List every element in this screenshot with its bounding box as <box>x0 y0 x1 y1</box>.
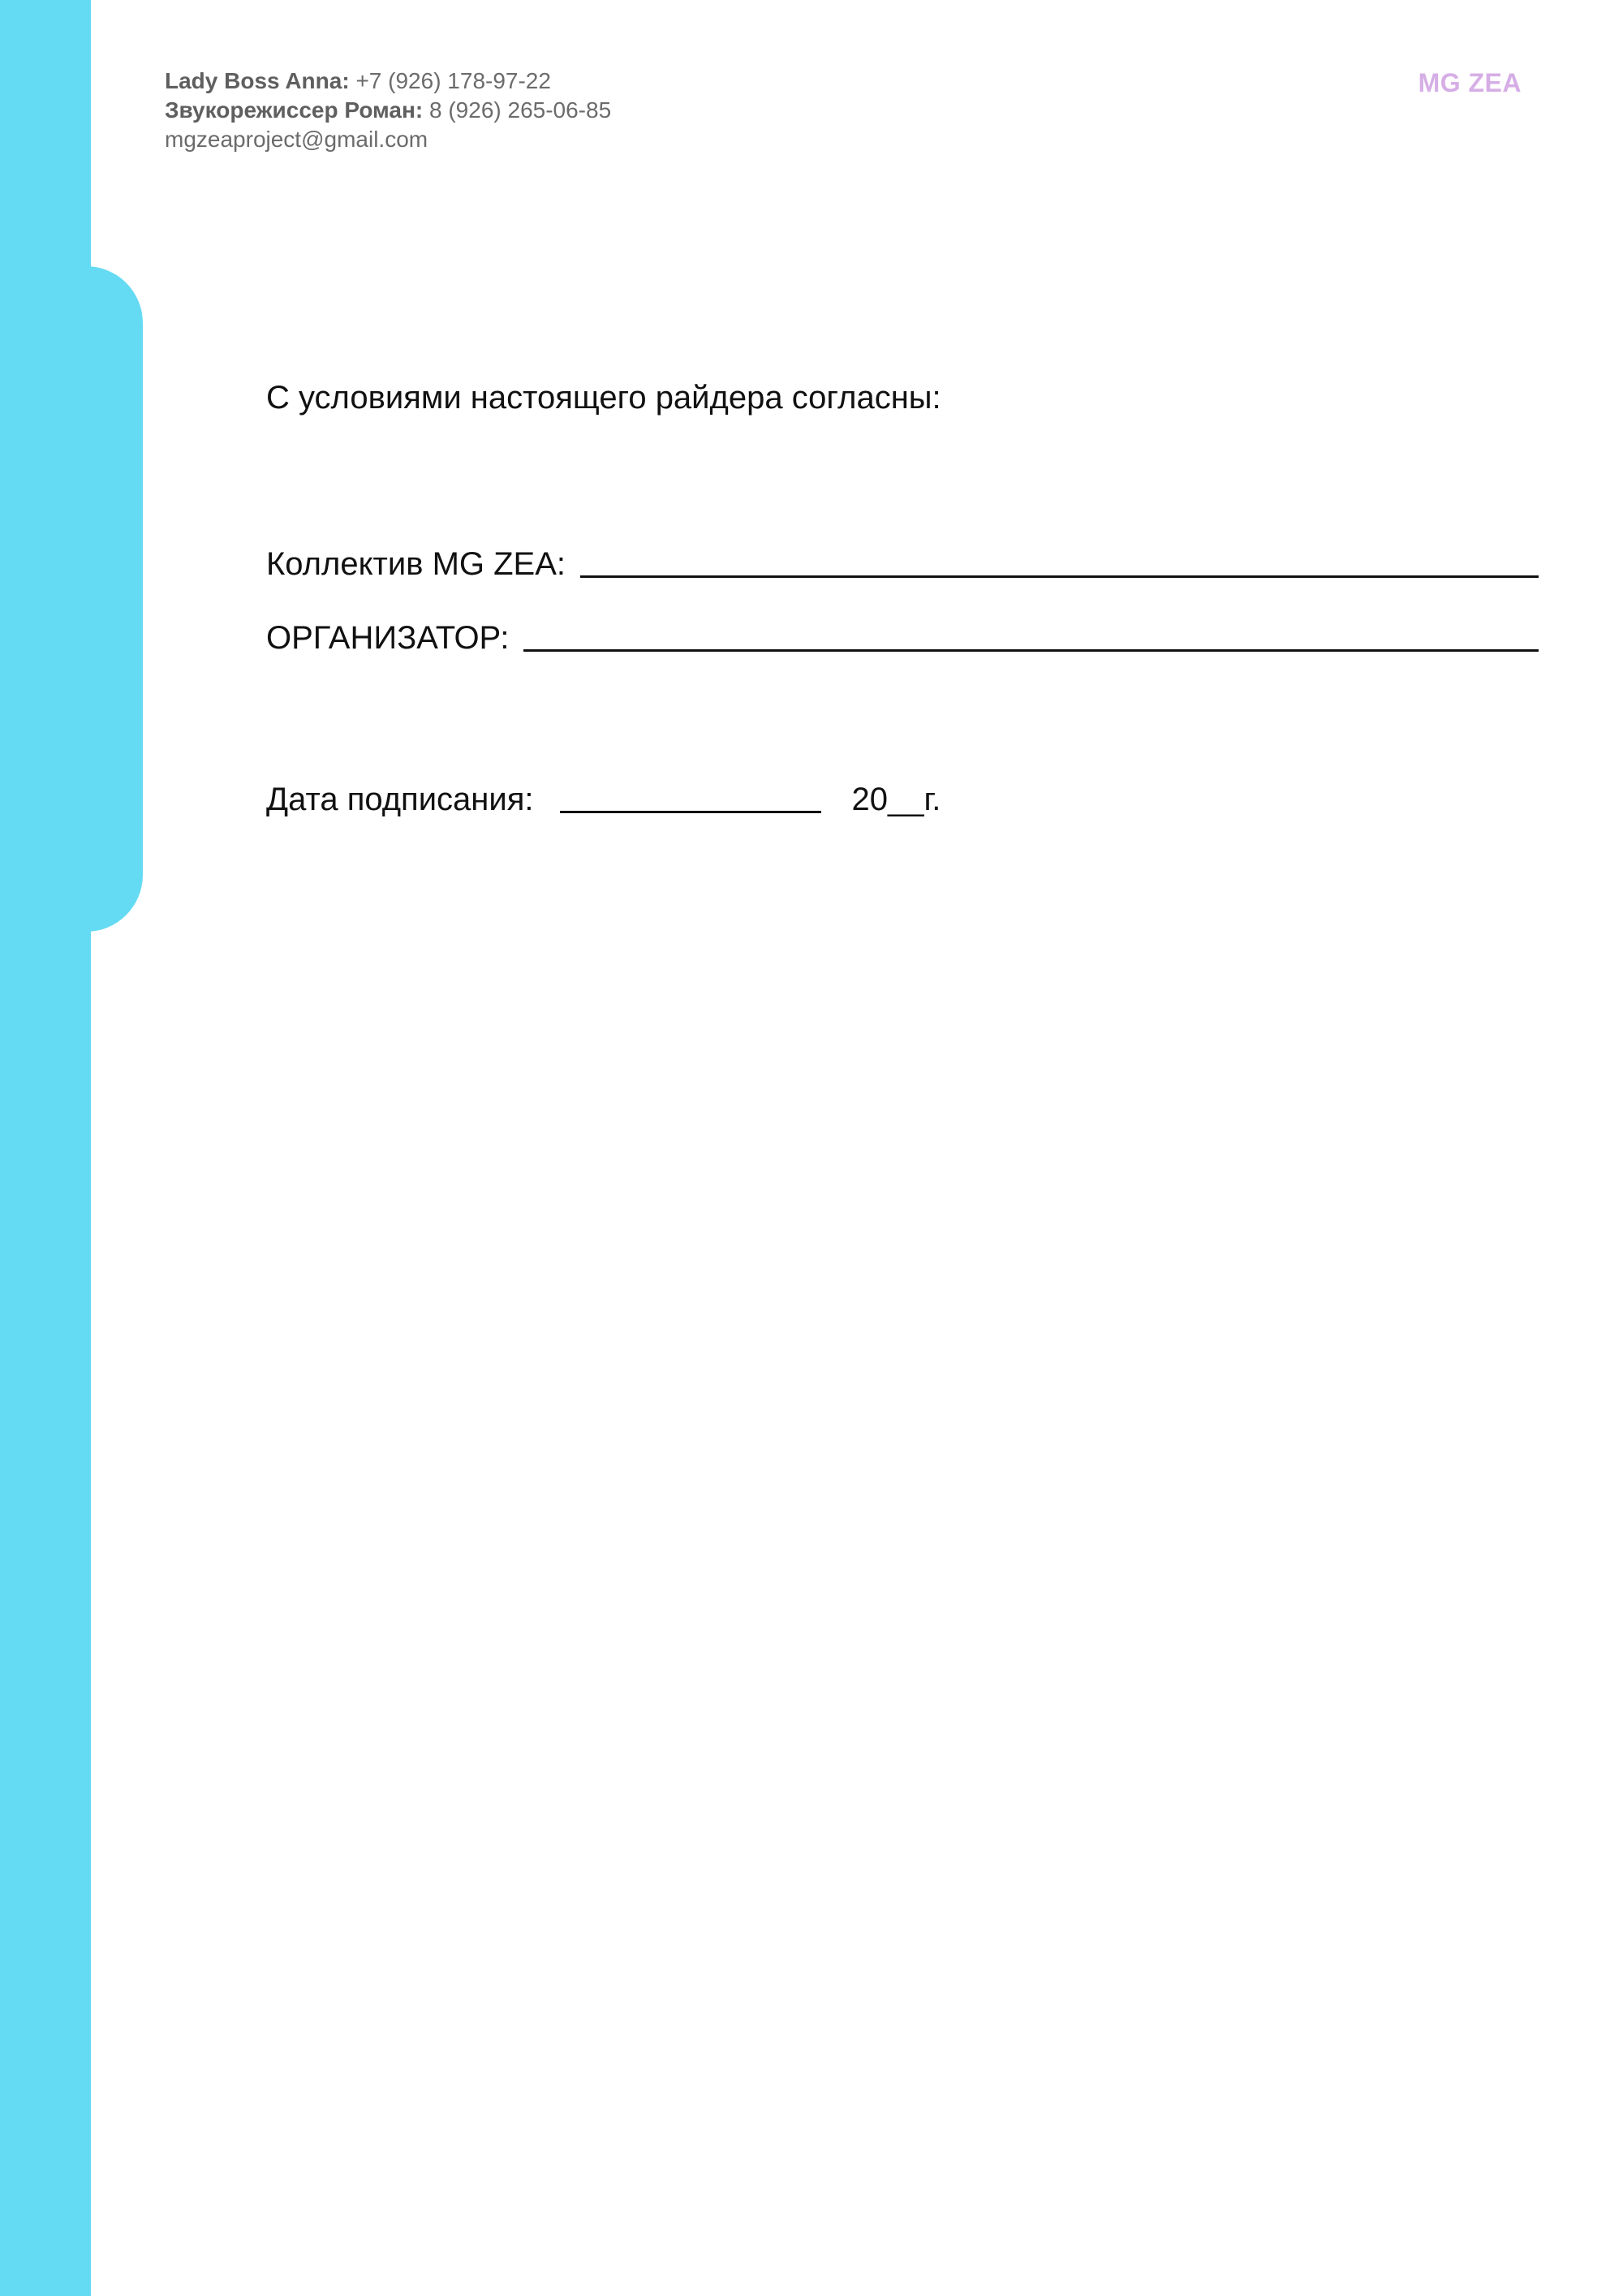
signature-row-collective <box>266 546 1539 583</box>
contact-anna <box>165 67 611 96</box>
contact-roman-label: Звукорежиссер Роман: <box>165 97 424 123</box>
agreement-statement: С условиями настоящего райдера согласны: <box>266 380 941 416</box>
signature-label-organizer: ОРГАНИЗАТОР: <box>266 620 510 656</box>
signing-date-line <box>560 811 821 813</box>
contact-roman <box>165 96 611 125</box>
signing-year-text: 20__г. <box>851 782 941 817</box>
signing-date-row <box>266 782 941 818</box>
left-accent-tab <box>0 266 143 932</box>
brand-logo-text: MG ZEA <box>1418 68 1522 97</box>
contact-email[interactable]: mgzeaproject@gmail.com <box>165 127 428 152</box>
signing-date-label: Дата подписания: <box>266 782 534 817</box>
signature-row-organizer <box>266 620 1539 657</box>
signature-line-organizer <box>523 649 1539 652</box>
signature-label-collective: Коллектив MG ZEA: <box>266 546 566 582</box>
contact-anna-phone: +7 (926) 178-97-22 <box>355 68 551 93</box>
signature-line-collective <box>580 575 1539 578</box>
contact-block <box>165 67 611 154</box>
contact-roman-phone: 8 (926) 265-06-85 <box>429 97 612 123</box>
contact-anna-label: Lady Boss Anna: <box>165 68 350 93</box>
